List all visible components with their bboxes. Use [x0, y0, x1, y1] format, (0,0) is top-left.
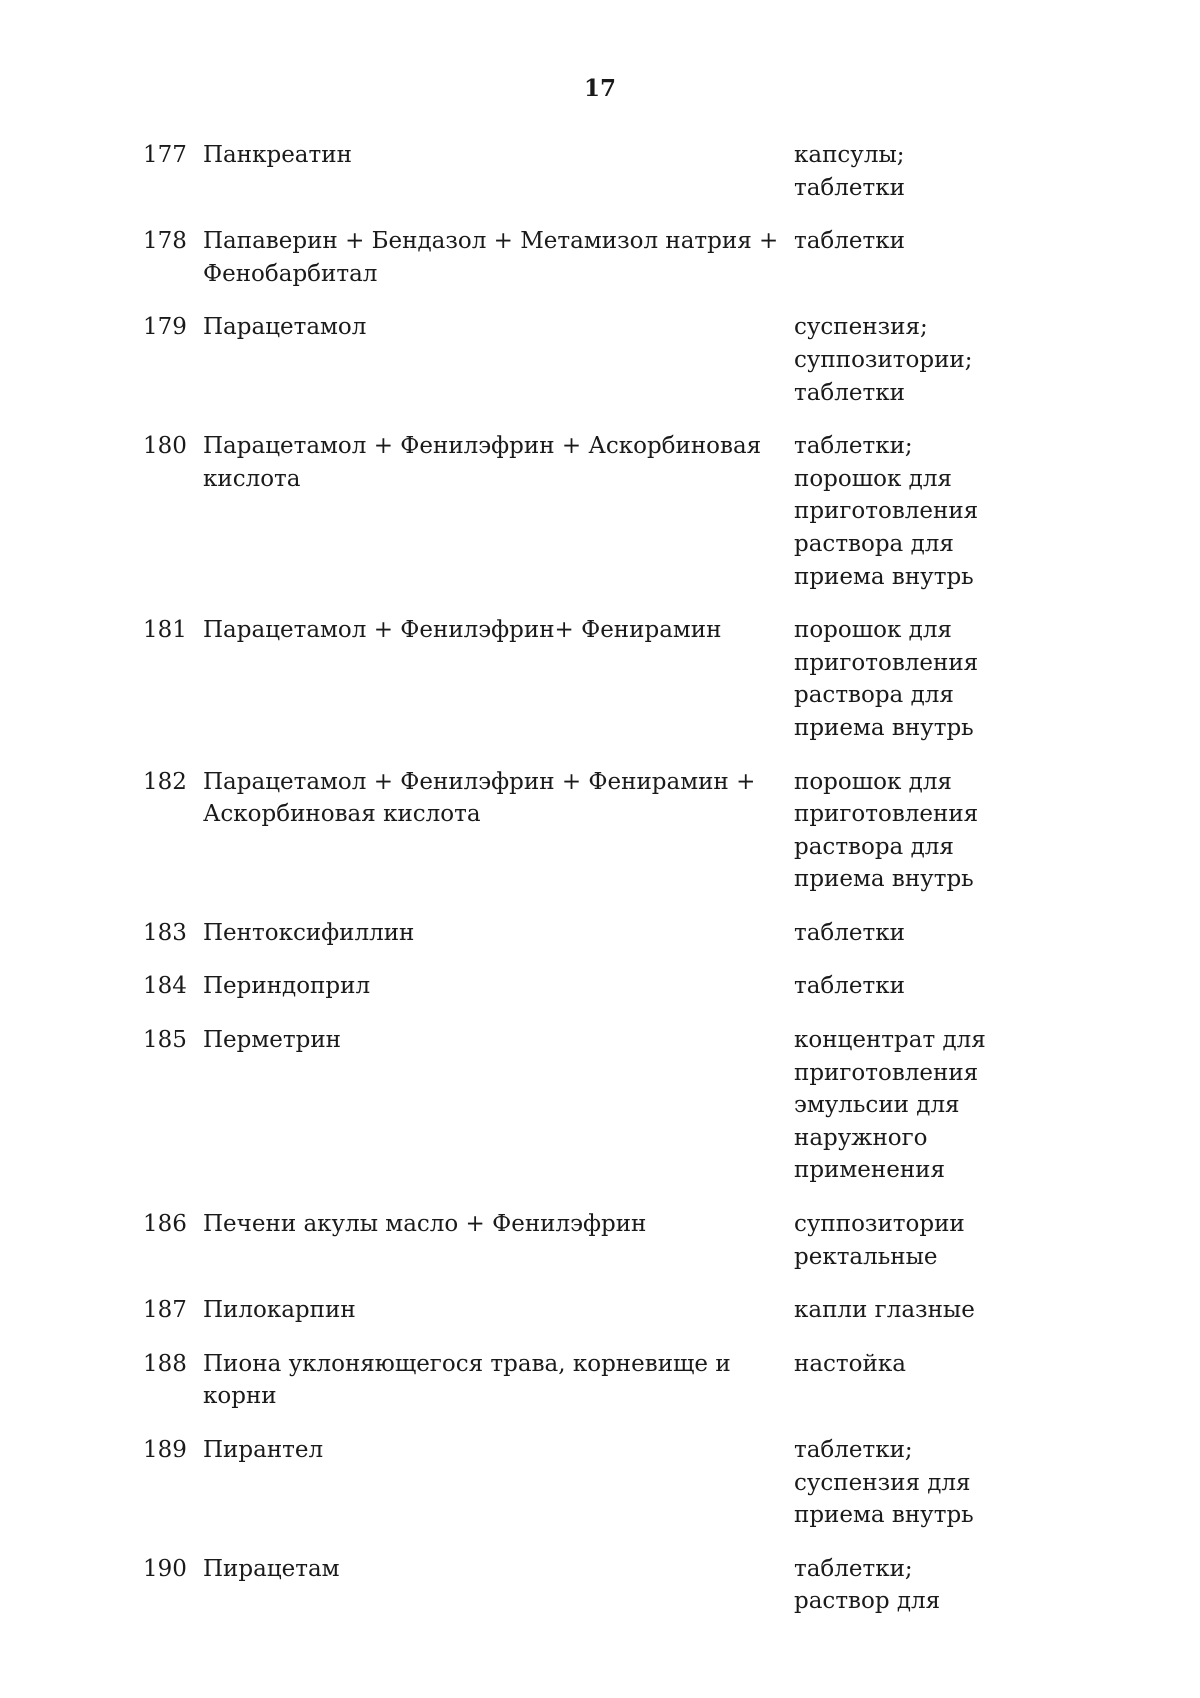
- drug-name: Периндоприл: [203, 973, 371, 1000]
- dosage-form: порошок для приготовления раствора для приема внутрь: [794, 617, 979, 741]
- dosage-form: суспензия; суппозитории; таблетки: [794, 314, 973, 406]
- drug-row: [0, 311, 1200, 409]
- row-number: 187: [143, 1297, 187, 1324]
- dosage-form: порошок для приготовления раствора для приема внутрь: [794, 768, 979, 893]
- drug-name: Папаверин + Бендазол + Метамизол натрия + Фенобарбитал: [203, 228, 779, 287]
- drug-name: Пилокарпин: [203, 1297, 356, 1324]
- dosage-form: таблетки; порошок для приготовления раствора для приема внутрь: [794, 433, 979, 590]
- dosage-form: настойка: [794, 1350, 906, 1377]
- row-number: 189: [143, 1437, 187, 1463]
- drug-row: [0, 430, 1200, 593]
- row-number: 183: [143, 919, 187, 946]
- drug-name: Парацетамол + Фенилэфрин + Аскорбиновая кислота: [203, 433, 762, 492]
- drug-name: Пирантел: [203, 1437, 324, 1463]
- drug-list: [0, 139, 1200, 1639]
- drug-name: Печени акулы масло + Фенилэфрин: [203, 1211, 647, 1238]
- drug-row: [0, 970, 1200, 1003]
- row-number: 177: [143, 142, 187, 168]
- dosage-form: суппозитории ректальные: [794, 1211, 965, 1270]
- drug-name: Панкреатин: [203, 142, 352, 168]
- row-number: 180: [143, 433, 187, 460]
- dosage-form: таблетки: [794, 228, 905, 255]
- drug-name: Перметрин: [203, 1027, 341, 1054]
- drug-name: Парацетамол + Фенилэфрин + Фенирамин + Аскорбиновая кислота: [203, 768, 756, 828]
- drug-row: [0, 1208, 1200, 1273]
- drug-row: [0, 1553, 1200, 1618]
- row-number: 186: [143, 1211, 187, 1238]
- drug-name: Парацетамол: [203, 314, 367, 341]
- row-number: 178: [143, 228, 187, 255]
- dosage-form: капли глазные: [794, 1297, 975, 1324]
- row-number: 182: [143, 768, 187, 795]
- drug-row: [0, 139, 1200, 204]
- drug-row: [0, 917, 1200, 950]
- dosage-form: таблетки: [794, 973, 905, 1000]
- drug-row: [0, 1348, 1200, 1413]
- drug-row: [0, 614, 1200, 744]
- drug-row: [0, 766, 1200, 896]
- row-number: 188: [143, 1350, 187, 1377]
- dosage-form: таблетки; суспензия для приема внутрь: [794, 1437, 974, 1529]
- dosage-form: концентрат для приготовления эмульсии для наружного применения: [794, 1027, 986, 1184]
- row-number: 184: [143, 973, 187, 1000]
- page-number: 17: [583, 75, 616, 102]
- dosage-form: капсулы; таблетки: [794, 142, 905, 201]
- dosage-form: таблетки: [794, 919, 905, 946]
- drug-name: Пиона уклоняющегося трава, корневище и корни: [203, 1350, 731, 1410]
- row-number: 190: [143, 1555, 187, 1582]
- drug-name: Парацетамол + Фенилэфрин+ Фенирамин: [203, 617, 722, 644]
- drug-row: [0, 1024, 1200, 1187]
- drug-row: [0, 1434, 1200, 1532]
- row-number: 181: [143, 617, 187, 644]
- drug-row: [0, 1294, 1200, 1327]
- row-number: 185: [143, 1027, 187, 1054]
- row-number: 179: [143, 314, 187, 341]
- drug-name: Пентоксифиллин: [203, 919, 415, 946]
- dosage-form: таблетки; раствор для: [794, 1555, 941, 1615]
- drug-name: Пирацетам: [203, 1555, 340, 1582]
- drug-row: [0, 225, 1200, 290]
